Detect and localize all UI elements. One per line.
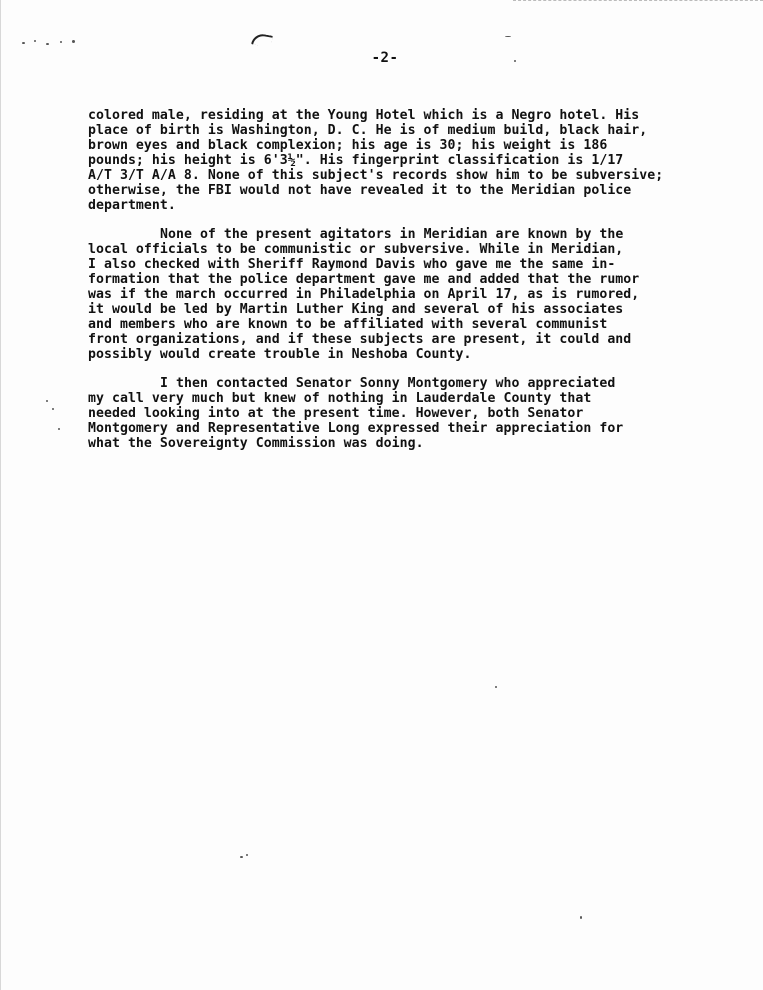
scan-speck xyxy=(246,854,248,856)
scan-speck xyxy=(240,856,243,858)
scan-speck xyxy=(46,43,49,45)
scan-speck xyxy=(58,428,60,430)
paragraph-1: colored male, residing at the Young Hotel which is a Negro hotel. His place of birth is Washington, D. C. He is of medium build, black hair, brown eyes and black complexion; his age is 30; his weight is 186 pounds; his height is 6'3½". His fingerprint classification is 1/17 A/T 3/T A/A 8. None of this subject's records show him to be subversive; otherwise, the FBI would not have revealed it to the Meridian police department. xyxy=(88,108,664,213)
scan-speck xyxy=(580,916,582,919)
paragraph-3: I then contacted Senator Sonny Montgomery who appreciated my call very much but knew of nothing in Lauderdale County that needed looking into at the present time. However, both Senator Montgomery and Representative Long expressed their appreciation for what the Sovereignty Commission was doing. xyxy=(88,376,624,451)
scan-speck xyxy=(514,60,516,62)
scan-speck xyxy=(72,40,75,43)
pen-mark xyxy=(251,32,273,47)
scan-speck xyxy=(22,42,25,44)
scan-speck xyxy=(52,408,54,410)
scan-top-edge xyxy=(513,0,763,4)
scan-speck xyxy=(34,40,36,42)
scan-speck xyxy=(495,686,497,688)
scan-speck xyxy=(46,400,48,402)
paragraph-2: None of the present agitators in Meridian are known by the local officials to be communistic or subversive. While in Meridian, I also checked with Sheriff Raymond Davis who gave me the same in- formation that the police department gave me and added that the rumor was if the march occurred in Philadelphia on April 17, as is rumored, it would be led by Martin Luther King and several of his associates and members who are known to be affiliated with several communist front organizations, and if these subjects are present, it could and possibly would create trouble in Neshoba County. xyxy=(88,227,640,362)
body-text xyxy=(88,108,728,465)
scan-edge-line xyxy=(0,0,1,990)
scan-speck xyxy=(60,41,62,43)
scan-speck xyxy=(505,36,511,37)
page-number: -2- xyxy=(371,50,399,66)
